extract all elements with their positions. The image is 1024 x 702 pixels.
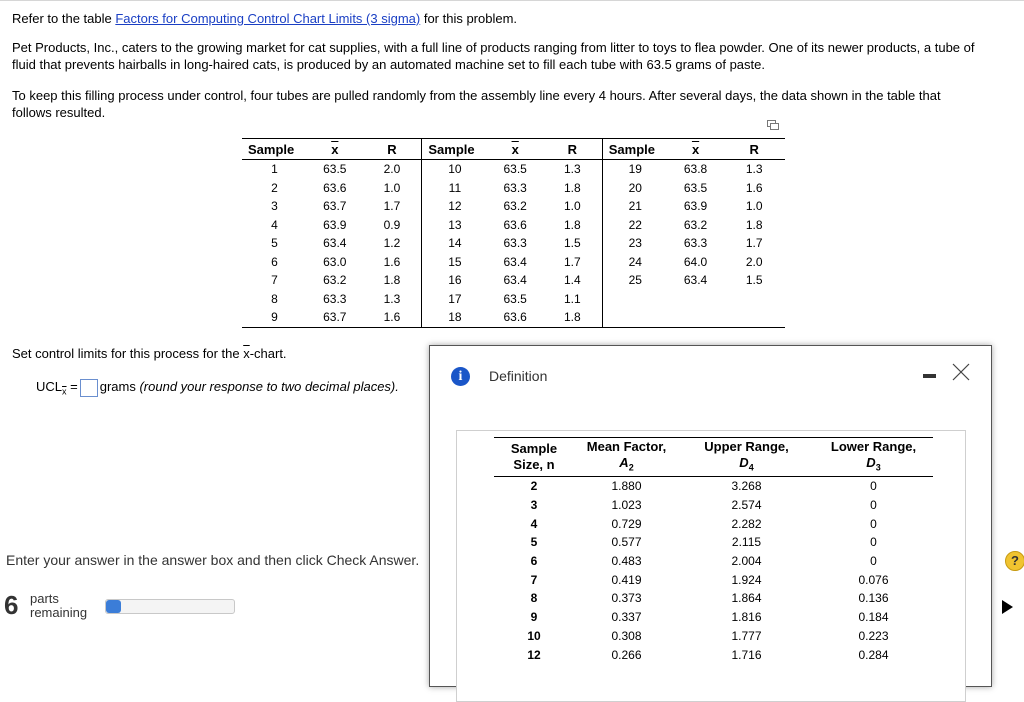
table-cell: 21 (602, 197, 668, 216)
table-cell: 23 (602, 234, 668, 253)
table-cell: 12 (422, 197, 488, 216)
table-cell: 0.9 (383, 217, 401, 232)
close-icon[interactable] (951, 362, 971, 382)
parts-remaining-label (30, 592, 87, 620)
parts-remaining-count: 6 (4, 590, 19, 620)
table-cell: 10 (422, 160, 488, 179)
control-chart-factors-table (494, 437, 933, 664)
table-row (242, 234, 785, 253)
a2-symbol: A (619, 454, 629, 470)
header-r-3: R (723, 139, 785, 160)
table-cell: 13 (422, 216, 488, 235)
factors-cell: 1.816 (731, 610, 762, 625)
progress-fill (106, 600, 121, 613)
table-cell: 63.5 (503, 162, 527, 177)
factors-table-body (494, 477, 933, 664)
factors-cell: 5 (530, 535, 538, 550)
header-lower-range (814, 438, 933, 477)
table-cell: 63.4 (323, 236, 347, 251)
factors-table-link[interactable]: Factors for Computing Control Chart Limits (3 sigma) (115, 11, 421, 26)
table-cell: 2.0 (383, 162, 401, 177)
table-cell: 1 (271, 162, 278, 177)
instruction-prefix: Set control limits for this process for the (12, 346, 244, 361)
table-cell: 1.3 (564, 162, 581, 177)
table-cell: 1.8 (564, 180, 581, 195)
factors-cell: 3.268 (731, 479, 762, 494)
answer-hint: Enter your answer in the answer box and then click Check Answer. (6, 552, 420, 568)
top-divider (0, 0, 1024, 1)
table-cell: 63.6 (503, 217, 527, 232)
factors-cell: 2.574 (731, 498, 762, 513)
table-cell: 1.7 (745, 236, 763, 251)
table-row (242, 197, 785, 216)
table-cell: 63.5 (683, 180, 708, 195)
table-cell (723, 290, 785, 309)
minimize-icon[interactable] (923, 374, 936, 378)
table-cell: 1.4 (564, 273, 581, 288)
factors-cell: 2.282 (731, 516, 762, 531)
factors-cell: 1.023 (611, 498, 642, 513)
factors-row (494, 627, 933, 646)
paragraph-2-line-2: follows resulted. (12, 105, 106, 120)
reference-line (12, 10, 1012, 27)
header-sample-size-line-2: Size, n (513, 457, 555, 472)
table-cell: 63.6 (323, 180, 347, 195)
units-label: grams (99, 379, 136, 394)
paragraph-2-line-1: To keep this filling process under control, four tubes are pulled randomly from the assembly line every 4 hours. After several days, the data shown in the table that (12, 88, 941, 103)
header-sample-1: Sample (242, 139, 307, 160)
factors-cell: 0.419 (611, 572, 642, 587)
header-sample-2: Sample (422, 139, 488, 160)
table-cell: 63.6 (487, 308, 543, 327)
table-cell: 63.5 (503, 291, 527, 306)
table-cell: 8 (271, 291, 278, 306)
factors-cell: 1.716 (731, 647, 762, 662)
table-cell: 15 (422, 253, 488, 272)
factors-cell: 0.184 (858, 610, 889, 625)
table-cell: 63.8 (683, 162, 708, 177)
factors-row (494, 477, 933, 496)
header-upper-range (679, 438, 814, 477)
table-cell: 63.7 (307, 308, 363, 327)
table-cell: 1.7 (564, 254, 581, 269)
table-cell: 1.0 (745, 199, 763, 214)
factors-cell: 0.223 (858, 628, 889, 643)
d3-symbol: D (866, 454, 876, 470)
copy-table-icon[interactable] (767, 120, 779, 130)
table-cell: 63.0 (323, 254, 347, 269)
factors-cell: 1.777 (731, 628, 762, 643)
table-cell: 14 (422, 234, 488, 253)
factors-cell: 2.115 (731, 535, 762, 550)
sample-data-table (242, 138, 785, 328)
rounding-note: (round your response to two decimal places). (135, 379, 399, 394)
table-cell: 1.8 (383, 273, 401, 288)
factors-cell: 0.284 (858, 647, 889, 662)
table-cell: 3 (271, 199, 278, 214)
table-cell: 24 (602, 253, 668, 272)
ucl-label: UCL (36, 379, 63, 394)
factors-cell: 0 (870, 535, 877, 550)
factors-table-header (494, 438, 933, 477)
header-mean-factor (574, 438, 679, 477)
factors-row (494, 552, 933, 571)
table-cell: 1.3 (745, 162, 763, 177)
table-cell: 6 (271, 254, 278, 269)
paragraph-1-line-2: fluid that prevents hairballs in long-haired cats, is produced by an automated machine set to fill each tube with 63.5 grams of paste. (12, 57, 765, 72)
factors-row (494, 570, 933, 589)
table-cell: 63.4 (503, 273, 527, 288)
factors-cell: 2 (530, 479, 538, 494)
reference-suffix: for this problem. (420, 11, 518, 26)
factors-cell: 7 (530, 572, 538, 587)
table-cell (602, 308, 668, 327)
factors-cell: 0.136 (858, 591, 889, 606)
table-cell: 2.0 (745, 254, 763, 269)
table-cell: 5 (271, 236, 278, 251)
table-cell: 4 (271, 217, 278, 232)
factors-cell: 0 (870, 516, 877, 531)
right-strip (990, 346, 1024, 677)
table-cell: 1.8 (745, 217, 763, 232)
factors-row (494, 645, 933, 664)
factors-row (494, 496, 933, 515)
factors-cell: 0.483 (611, 554, 642, 569)
table-row (242, 179, 785, 198)
table-cell: 1.6 (745, 180, 763, 195)
table-cell: 63.7 (323, 199, 347, 214)
next-arrow-icon[interactable] (1002, 600, 1013, 614)
table-cell: 17 (422, 290, 488, 309)
data-table-header (242, 139, 785, 160)
factors-cell: 3 (530, 498, 538, 513)
factors-cell: 6 (530, 554, 538, 569)
factors-row (494, 514, 933, 533)
table-cell: 25 (602, 271, 668, 290)
xbar-symbol: $\overline{x}$ (243, 346, 250, 361)
table-cell: 20 (602, 179, 668, 198)
factors-cell: 1.924 (731, 572, 762, 587)
factors-cell: 0.577 (611, 535, 642, 550)
table-cell: 1.1 (564, 291, 581, 306)
factors-cell: 1.864 (731, 591, 762, 606)
table-cell (723, 308, 785, 327)
factors-cell: 0 (870, 498, 877, 513)
xbar-symbol: $\overline{x}$ (691, 141, 700, 157)
a2-subscript: 2 (628, 462, 634, 473)
parts-label-line-1: parts (30, 591, 59, 606)
problem-paragraph-2 (12, 87, 1012, 121)
table-cell: 9 (242, 308, 307, 327)
header-r-1: R (363, 139, 422, 160)
info-icon: i (451, 367, 470, 386)
table-cell: 63.3 (683, 236, 708, 251)
table-cell: 1.8 (543, 308, 602, 327)
table-row (242, 271, 785, 290)
header-sample-size-line-1: Sample (510, 441, 558, 456)
table-cell: 1.5 (564, 236, 581, 251)
header-xbar-2 (487, 139, 543, 160)
table-cell (668, 308, 724, 327)
table-cell: 1.7 (383, 199, 401, 214)
factors-cell: 10 (527, 628, 541, 643)
factors-cell: 0 (870, 554, 877, 569)
ucl-row (36, 378, 399, 401)
factors-row (494, 533, 933, 552)
table-cell: 1.0 (383, 180, 401, 195)
header-sample-size (494, 438, 574, 477)
factors-cell: 0 (870, 479, 877, 494)
header-r-2: R (543, 139, 602, 160)
table-cell: 1.5 (745, 273, 763, 288)
reference-prefix: Refer to the table (12, 11, 116, 26)
parts-progress-bar (105, 599, 235, 614)
table-cell (668, 290, 724, 309)
table-cell: 63.3 (323, 291, 347, 306)
set-limits-instruction (12, 346, 287, 361)
table-cell: 2 (271, 180, 278, 195)
factors-row (494, 589, 933, 608)
table-cell: 63.2 (503, 199, 527, 214)
table-cell: 63.3 (503, 236, 527, 251)
d4-symbol: D (739, 454, 749, 470)
xbar-symbol: $\overline{x}$ (331, 141, 339, 157)
header-xbar-3 (668, 139, 724, 160)
factors-cell: 8 (530, 591, 538, 606)
table-row (242, 308, 785, 327)
header-upper-range-line-1: Upper Range, (704, 438, 789, 454)
table-row (242, 290, 785, 309)
factors-cell: 0.308 (611, 628, 642, 643)
table-cell: 19 (602, 160, 668, 179)
table-cell: 63.2 (683, 217, 708, 232)
table-cell: 63.9 (683, 199, 708, 214)
table-row (242, 216, 785, 235)
help-icon[interactable]: ? (1005, 551, 1024, 571)
factors-cell: 0.076 (858, 572, 889, 587)
paragraph-1-line-1: Pet Products, Inc., caters to the growing market for cat supplies, with a full line of products ranging from litter to toys to flea powder. One of its newer products, a tube of (12, 40, 975, 55)
table-cell: 1.2 (383, 236, 401, 251)
d4-subscript: 4 (748, 462, 754, 473)
factors-cell: 12 (527, 647, 541, 662)
factors-row (494, 608, 933, 627)
factors-cell: 0.373 (611, 591, 642, 606)
table-cell (602, 290, 668, 309)
factors-table-panel (456, 430, 966, 702)
ucl-answer-input[interactable] (80, 379, 98, 397)
table-cell: 1.8 (564, 217, 581, 232)
definition-dialog (429, 345, 992, 687)
factors-cell: 4 (530, 516, 538, 531)
table-cell: 1.6 (383, 254, 401, 269)
instruction-suffix: -chart. (249, 346, 287, 361)
table-cell: 7 (271, 273, 278, 288)
header-mean-factor-line-1: Mean Factor, (586, 438, 667, 454)
table-cell: 11 (422, 179, 488, 198)
equals-sign: = (66, 379, 78, 394)
table-cell: 22 (602, 216, 668, 235)
table-cell: 63.2 (323, 273, 347, 288)
table-cell: 1.0 (564, 199, 581, 214)
problem-paragraph-1 (12, 39, 1012, 73)
header-sample-3: Sample (602, 139, 668, 160)
factors-cell: 0.337 (611, 610, 642, 625)
table-cell: 63.9 (323, 217, 347, 232)
factors-cell: 0.266 (611, 647, 642, 662)
table-row (242, 160, 785, 179)
table-cell: 1.3 (383, 291, 401, 306)
table-cell: 1.6 (363, 308, 422, 327)
table-cell: 18 (422, 308, 488, 327)
factors-cell: 0.729 (611, 516, 642, 531)
table-cell: 63.5 (323, 162, 347, 177)
data-table-body (242, 160, 785, 328)
factors-cell: 2.004 (731, 554, 762, 569)
factors-cell: 1.880 (611, 479, 642, 494)
d3-subscript: 3 (875, 462, 881, 473)
ucl-subscript: x (62, 386, 67, 397)
header-lower-range-line-1: Lower Range, (830, 438, 917, 454)
table-row (242, 253, 785, 272)
table-cell: 16 (422, 271, 488, 290)
xbar-symbol: $\overline{x}$ (511, 141, 519, 157)
factors-cell: 9 (530, 610, 538, 625)
table-cell: 63.4 (503, 254, 527, 269)
table-cell: 63.3 (503, 180, 527, 195)
header-xbar-1 (307, 139, 363, 160)
table-cell: 64.0 (683, 254, 708, 269)
dialog-title: Definition (489, 368, 548, 384)
table-cell: 63.4 (683, 273, 708, 288)
parts-label-line-2: remaining (30, 605, 88, 620)
